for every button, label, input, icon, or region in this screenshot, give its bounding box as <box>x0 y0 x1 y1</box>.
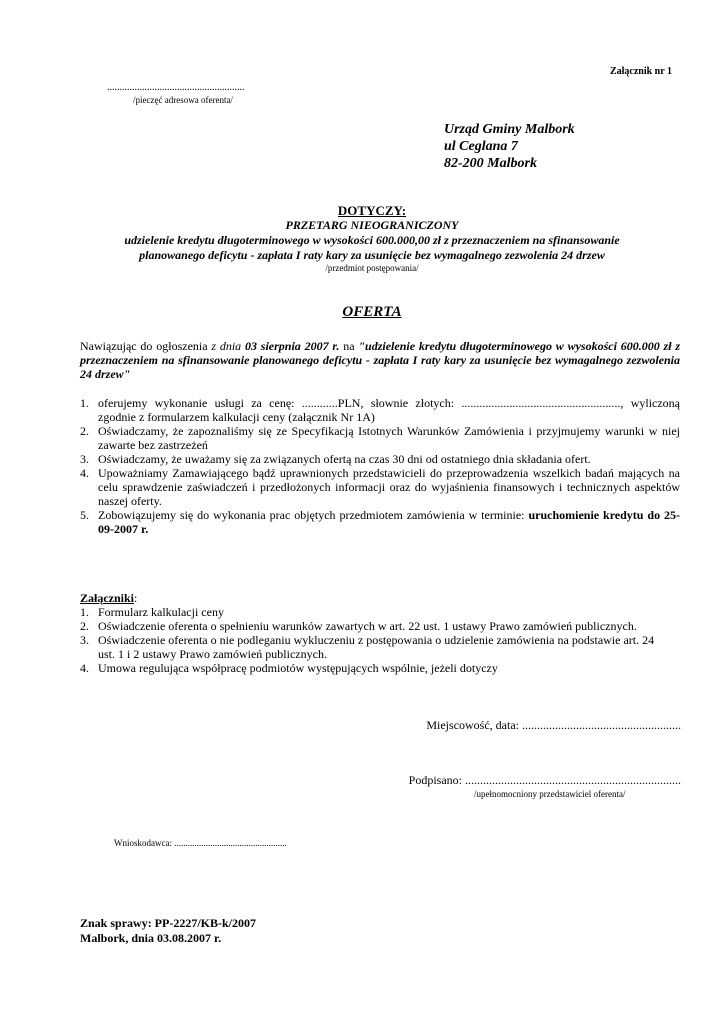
list-item-deadline: uruchomienie kredytu do 25-09-2007 r. <box>98 508 680 536</box>
case-number: Znak sprawy: PP-2227/KB-k/2007 <box>80 916 257 930</box>
intro-part2: z dnia <box>211 339 245 353</box>
list-item-number: 1. <box>80 605 89 619</box>
attachments-heading <box>80 591 137 605</box>
list-item-text: Oświadczenie oferenta o spełnieniu warunków zawartych w art. 22 ust. 1 ustawy Prawo zamówień publicznych. <box>98 619 637 633</box>
attachment-label: Załącznik nr 1 <box>609 66 672 77</box>
stamp-dots: ....................................................... <box>107 82 245 93</box>
list-item-text: Oświadczenie oferenta o nie podleganiu wykluczeniu z postępowania o udzielenie zamówienia na podstawie art. 24 ust. 1 i 2 ustawy Prawo zamówień publicznych. <box>98 633 655 661</box>
list-item-text: Umowa regulująca współpracę podmiotów występujących wspólnie, jeżeli dotyczy <box>98 661 498 675</box>
attachments-heading-colon: : <box>134 591 138 605</box>
tender-type: PRZETARG NIEOGRANICZONY <box>285 218 459 232</box>
intro-paragraph <box>80 339 680 381</box>
subject-description-line2: planowanego deficytu - zapłata I raty kary za usunięcie bez wymagalnego zezwolenia 24 drzew <box>139 248 605 262</box>
attachments-heading-text: Załączniki <box>80 591 135 605</box>
subject-description-line1: udzielenie kredytu długoterminowego w wysokości 600.000,00 zł z przeznaczeniem na sfinansowanie <box>124 233 620 247</box>
list-item-text: Oświadczamy, że uważamy się za związanych ofertą na czas 30 dni od ostatniego dnia składania ofert. <box>98 452 591 466</box>
recipient-line3: 82-200 Malbork <box>444 156 537 171</box>
subject-caption: /przedmiot postępowania/ <box>325 263 419 273</box>
list-item <box>80 605 670 619</box>
applicant-field: Wnioskodawca: .................................................. <box>114 838 287 848</box>
subject-block <box>60 203 684 274</box>
list-item-number: 2. <box>80 619 89 633</box>
list-item-number: 1. <box>80 396 89 410</box>
list-item-text: Oświadczamy, że zapoznaliśmy się ze Specyfikacją Istotnych Warunków Zamówienia i przyjmujemy warunki w niej zawarte bez zastrzeżeń <box>98 424 680 452</box>
declarations-list <box>80 396 680 536</box>
signature-field: Podpisano: ........................................................................ <box>408 773 681 787</box>
list-item-text: Formularz kalkulacji ceny <box>98 605 224 619</box>
list-item <box>80 508 680 536</box>
recipient-line1: Urząd Gminy Malbork <box>444 122 575 137</box>
list-item-number: 2. <box>80 424 89 438</box>
offer-title: OFERTA <box>342 304 402 320</box>
list-item <box>80 466 680 508</box>
list-item <box>80 452 680 466</box>
recipient-line2: ul Ceglana 7 <box>444 139 518 154</box>
list-item-number: 3. <box>80 633 89 647</box>
stamp-caption: /pieczęć adresowa oferenta/ <box>133 95 233 105</box>
signature-caption: /upełnomocniony przedstawiciel oferenta/ <box>474 789 626 799</box>
list-item <box>80 633 670 661</box>
place-date-field: Miejscowość, data: ..................................................... <box>426 718 681 732</box>
list-item <box>80 619 670 633</box>
subject-heading: DOTYCZY: <box>337 203 407 218</box>
intro-quote: "udzielenie kredytu długoterminowego w wysokości 600.000 zł z przeznaczeniem na sfinansowanie planowanego deficytu - zapłata I raty kary za usunięcie bez wymagalnego zezwolenia 24 drzew" <box>80 339 681 381</box>
list-item-text: Zobowiązujemy się do wykonania prac objętych przedmiotem zamówienia w terminie: <box>98 508 529 522</box>
list-item-text: oferujemy wykonanie usługi za cenę: ............PLN, słownie złotych: ....................................................., wyliczoną zgodnie z formularzem kalkulacji ceny (załącznik Nr 1A) <box>98 396 680 424</box>
list-item-number: 4. <box>80 661 89 675</box>
list-item-number: 5. <box>80 508 89 522</box>
intro-date: 03 sierpnia 2007 r. <box>245 339 340 353</box>
attachments-list <box>80 605 670 675</box>
footer-place-date: Malbork, dnia 03.08.2007 r. <box>80 931 222 945</box>
list-item-number: 4. <box>80 466 89 480</box>
recipient-address <box>444 121 575 172</box>
list-item <box>80 396 680 424</box>
list-item-number: 3. <box>80 452 89 466</box>
list-item-text: Upoważniamy Zamawiającego bądź uprawnionych przedstawicieli do przeprowadzenia wszelkich badań mających na celu sprawdzenie zaświadczeń i przedłożonych informacji oraz do wyjaśnienia finansowych i technicznych aspektów naszej oferty. <box>98 466 680 508</box>
intro-part1: Nawiązując do ogłoszenia <box>80 339 212 353</box>
list-item <box>80 661 670 675</box>
intro-part3: na <box>339 339 359 353</box>
list-item <box>80 424 680 452</box>
